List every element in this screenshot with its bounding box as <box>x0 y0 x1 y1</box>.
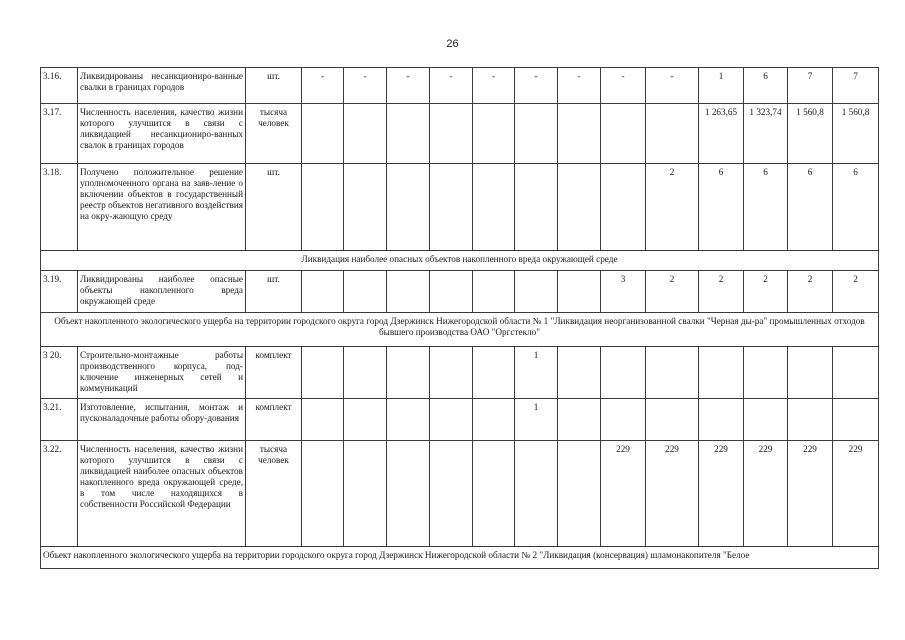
value-cell: 2 <box>646 271 699 313</box>
value-cell <box>558 164 601 251</box>
value-cell: 1 <box>515 347 558 399</box>
row-number: 3.17. <box>41 104 78 164</box>
row-number: 3.16. <box>41 68 78 104</box>
value-cell: 1 263,65 <box>699 104 744 164</box>
value-cell: - <box>430 68 473 104</box>
section-title: Ликвидация наиболее опасных объектов накопленного вреда окружающей среде <box>41 251 879 271</box>
value-cell: - <box>646 68 699 104</box>
indicator-description: Получено положительное решение уполномоченного органа на заяв-ление о включении объектов в государственный реестр объектов негативного воздействия на окру-жающую среду <box>78 164 246 251</box>
value-cell: - <box>515 68 558 104</box>
value-cell <box>515 104 558 164</box>
unit-of-measure: тысяча человек <box>246 441 302 547</box>
value-cell: 1 <box>515 399 558 441</box>
value-cell: - <box>601 68 646 104</box>
unit-of-measure: шт. <box>246 68 302 104</box>
table-row <box>41 399 879 441</box>
value-cell: 2 <box>699 271 744 313</box>
value-cell <box>744 399 788 441</box>
value-cell <box>302 399 344 441</box>
value-cell: 2 <box>833 271 879 313</box>
value-cell: 229 <box>601 441 646 547</box>
value-cell: 3 <box>601 271 646 313</box>
value-cell <box>344 104 387 164</box>
value-cell <box>344 271 387 313</box>
row-number: 3.18. <box>41 164 78 251</box>
value-cell <box>699 399 744 441</box>
section-title: Объект накопленного экологического ущерба на территории городского округа город Дзержинск Нижегородской области № 2 "Ликвидация (консервация) шламонакопителя "Белое <box>41 547 879 569</box>
table-body <box>41 68 879 569</box>
row-number: 3.21. <box>41 399 78 441</box>
indicator-description: Изготовление, испытания, монтаж и пусконаладочные работы обору-дования <box>78 399 246 441</box>
unit-of-measure: комплект <box>246 399 302 441</box>
value-cell <box>430 164 473 251</box>
value-cell <box>833 399 879 441</box>
value-cell: 1 323,74 <box>744 104 788 164</box>
value-cell <box>601 104 646 164</box>
value-cell: 229 <box>744 441 788 547</box>
value-cell: 1 560,8 <box>788 104 833 164</box>
value-cell <box>601 347 646 399</box>
value-cell: - <box>558 68 601 104</box>
value-cell: 2 <box>744 271 788 313</box>
section-header-row <box>41 251 879 271</box>
value-cell <box>344 347 387 399</box>
value-cell <box>833 347 879 399</box>
value-cell <box>302 441 344 547</box>
indicator-description: Ликвидированы несанкциониро-ванные свалки в границах городов <box>78 68 246 104</box>
value-cell: 6 <box>744 164 788 251</box>
indicator-description: Численность населения, качество жизни которого улучшится в связи с ликвидацией несанкциониро-ванных свалок в границах городов <box>78 104 246 164</box>
table-row <box>41 164 879 251</box>
value-cell: 229 <box>699 441 744 547</box>
value-cell <box>302 347 344 399</box>
value-cell <box>430 441 473 547</box>
value-cell <box>699 347 744 399</box>
value-cell <box>473 271 515 313</box>
value-cell: - <box>473 68 515 104</box>
value-cell <box>788 347 833 399</box>
value-cell: 229 <box>833 441 879 547</box>
value-cell <box>387 347 430 399</box>
value-cell <box>558 271 601 313</box>
value-cell: 7 <box>833 68 879 104</box>
value-cell <box>387 104 430 164</box>
section-header-row <box>41 313 879 347</box>
section-title: Объект накопленного экологического ущерба на территории городского округа город Дзержинск Нижегородской области № 1 "Ликвидация неорганизованной свалки "Черная ды-ра" промышленных отходов бывшего производства ОАО "Оргстекло" <box>41 313 879 347</box>
value-cell: 6 <box>788 164 833 251</box>
value-cell <box>558 347 601 399</box>
table-row <box>41 347 879 399</box>
value-cell: - <box>344 68 387 104</box>
value-cell: 1 560,8 <box>833 104 879 164</box>
value-cell <box>387 271 430 313</box>
table-row <box>41 104 879 164</box>
value-cell <box>744 347 788 399</box>
row-number: 3 20. <box>41 347 78 399</box>
unit-of-measure: шт. <box>246 164 302 251</box>
value-cell <box>302 271 344 313</box>
value-cell: 1 <box>699 68 744 104</box>
value-cell <box>430 104 473 164</box>
value-cell <box>515 441 558 547</box>
value-cell <box>387 164 430 251</box>
value-cell <box>473 347 515 399</box>
value-cell <box>430 347 473 399</box>
value-cell: 7 <box>788 68 833 104</box>
table-row <box>41 68 879 104</box>
value-cell <box>515 164 558 251</box>
indicator-description: Ликвидированы наиболее опасные объекты накопленного вреда окружающей среде <box>78 271 246 313</box>
value-cell: 6 <box>744 68 788 104</box>
unit-of-measure: комплект <box>246 347 302 399</box>
indicators-table <box>40 67 879 569</box>
value-cell <box>387 399 430 441</box>
value-cell: 6 <box>833 164 879 251</box>
value-cell: 6 <box>699 164 744 251</box>
value-cell <box>601 164 646 251</box>
value-cell: 229 <box>788 441 833 547</box>
table-row <box>41 441 879 547</box>
value-cell <box>430 271 473 313</box>
indicator-description: Строительно-монтажные работы производственного корпуса, под-ключение инженерных сетей и коммуникаций <box>78 347 246 399</box>
value-cell <box>473 399 515 441</box>
value-cell <box>344 164 387 251</box>
value-cell <box>387 441 430 547</box>
value-cell <box>473 441 515 547</box>
value-cell <box>646 399 699 441</box>
value-cell <box>558 399 601 441</box>
value-cell <box>601 399 646 441</box>
value-cell: - <box>387 68 430 104</box>
value-cell <box>302 104 344 164</box>
row-number: 3.19. <box>41 271 78 313</box>
table-row <box>41 271 879 313</box>
value-cell: 2 <box>646 164 699 251</box>
row-number: 3.22. <box>41 441 78 547</box>
value-cell <box>430 399 473 441</box>
value-cell: - <box>302 68 344 104</box>
value-cell <box>515 271 558 313</box>
page-number: 26 <box>446 38 459 50</box>
section-header-row <box>41 547 879 569</box>
value-cell: 229 <box>646 441 699 547</box>
value-cell <box>646 104 699 164</box>
value-cell <box>558 441 601 547</box>
value-cell <box>788 399 833 441</box>
value-cell <box>473 104 515 164</box>
value-cell <box>646 347 699 399</box>
value-cell <box>558 104 601 164</box>
unit-of-measure: тысяча человек <box>246 104 302 164</box>
value-cell <box>344 399 387 441</box>
value-cell <box>473 164 515 251</box>
indicator-description: Численность населения, качество жизни которого улучшится в связи с ликвидацией наиболее опасных объектов накопленного вреда окружающей среде, в том числе находящихся в собственности Российской Федерации <box>78 441 246 547</box>
value-cell <box>344 441 387 547</box>
value-cell: 2 <box>788 271 833 313</box>
unit-of-measure: шт. <box>246 271 302 313</box>
value-cell <box>302 164 344 251</box>
